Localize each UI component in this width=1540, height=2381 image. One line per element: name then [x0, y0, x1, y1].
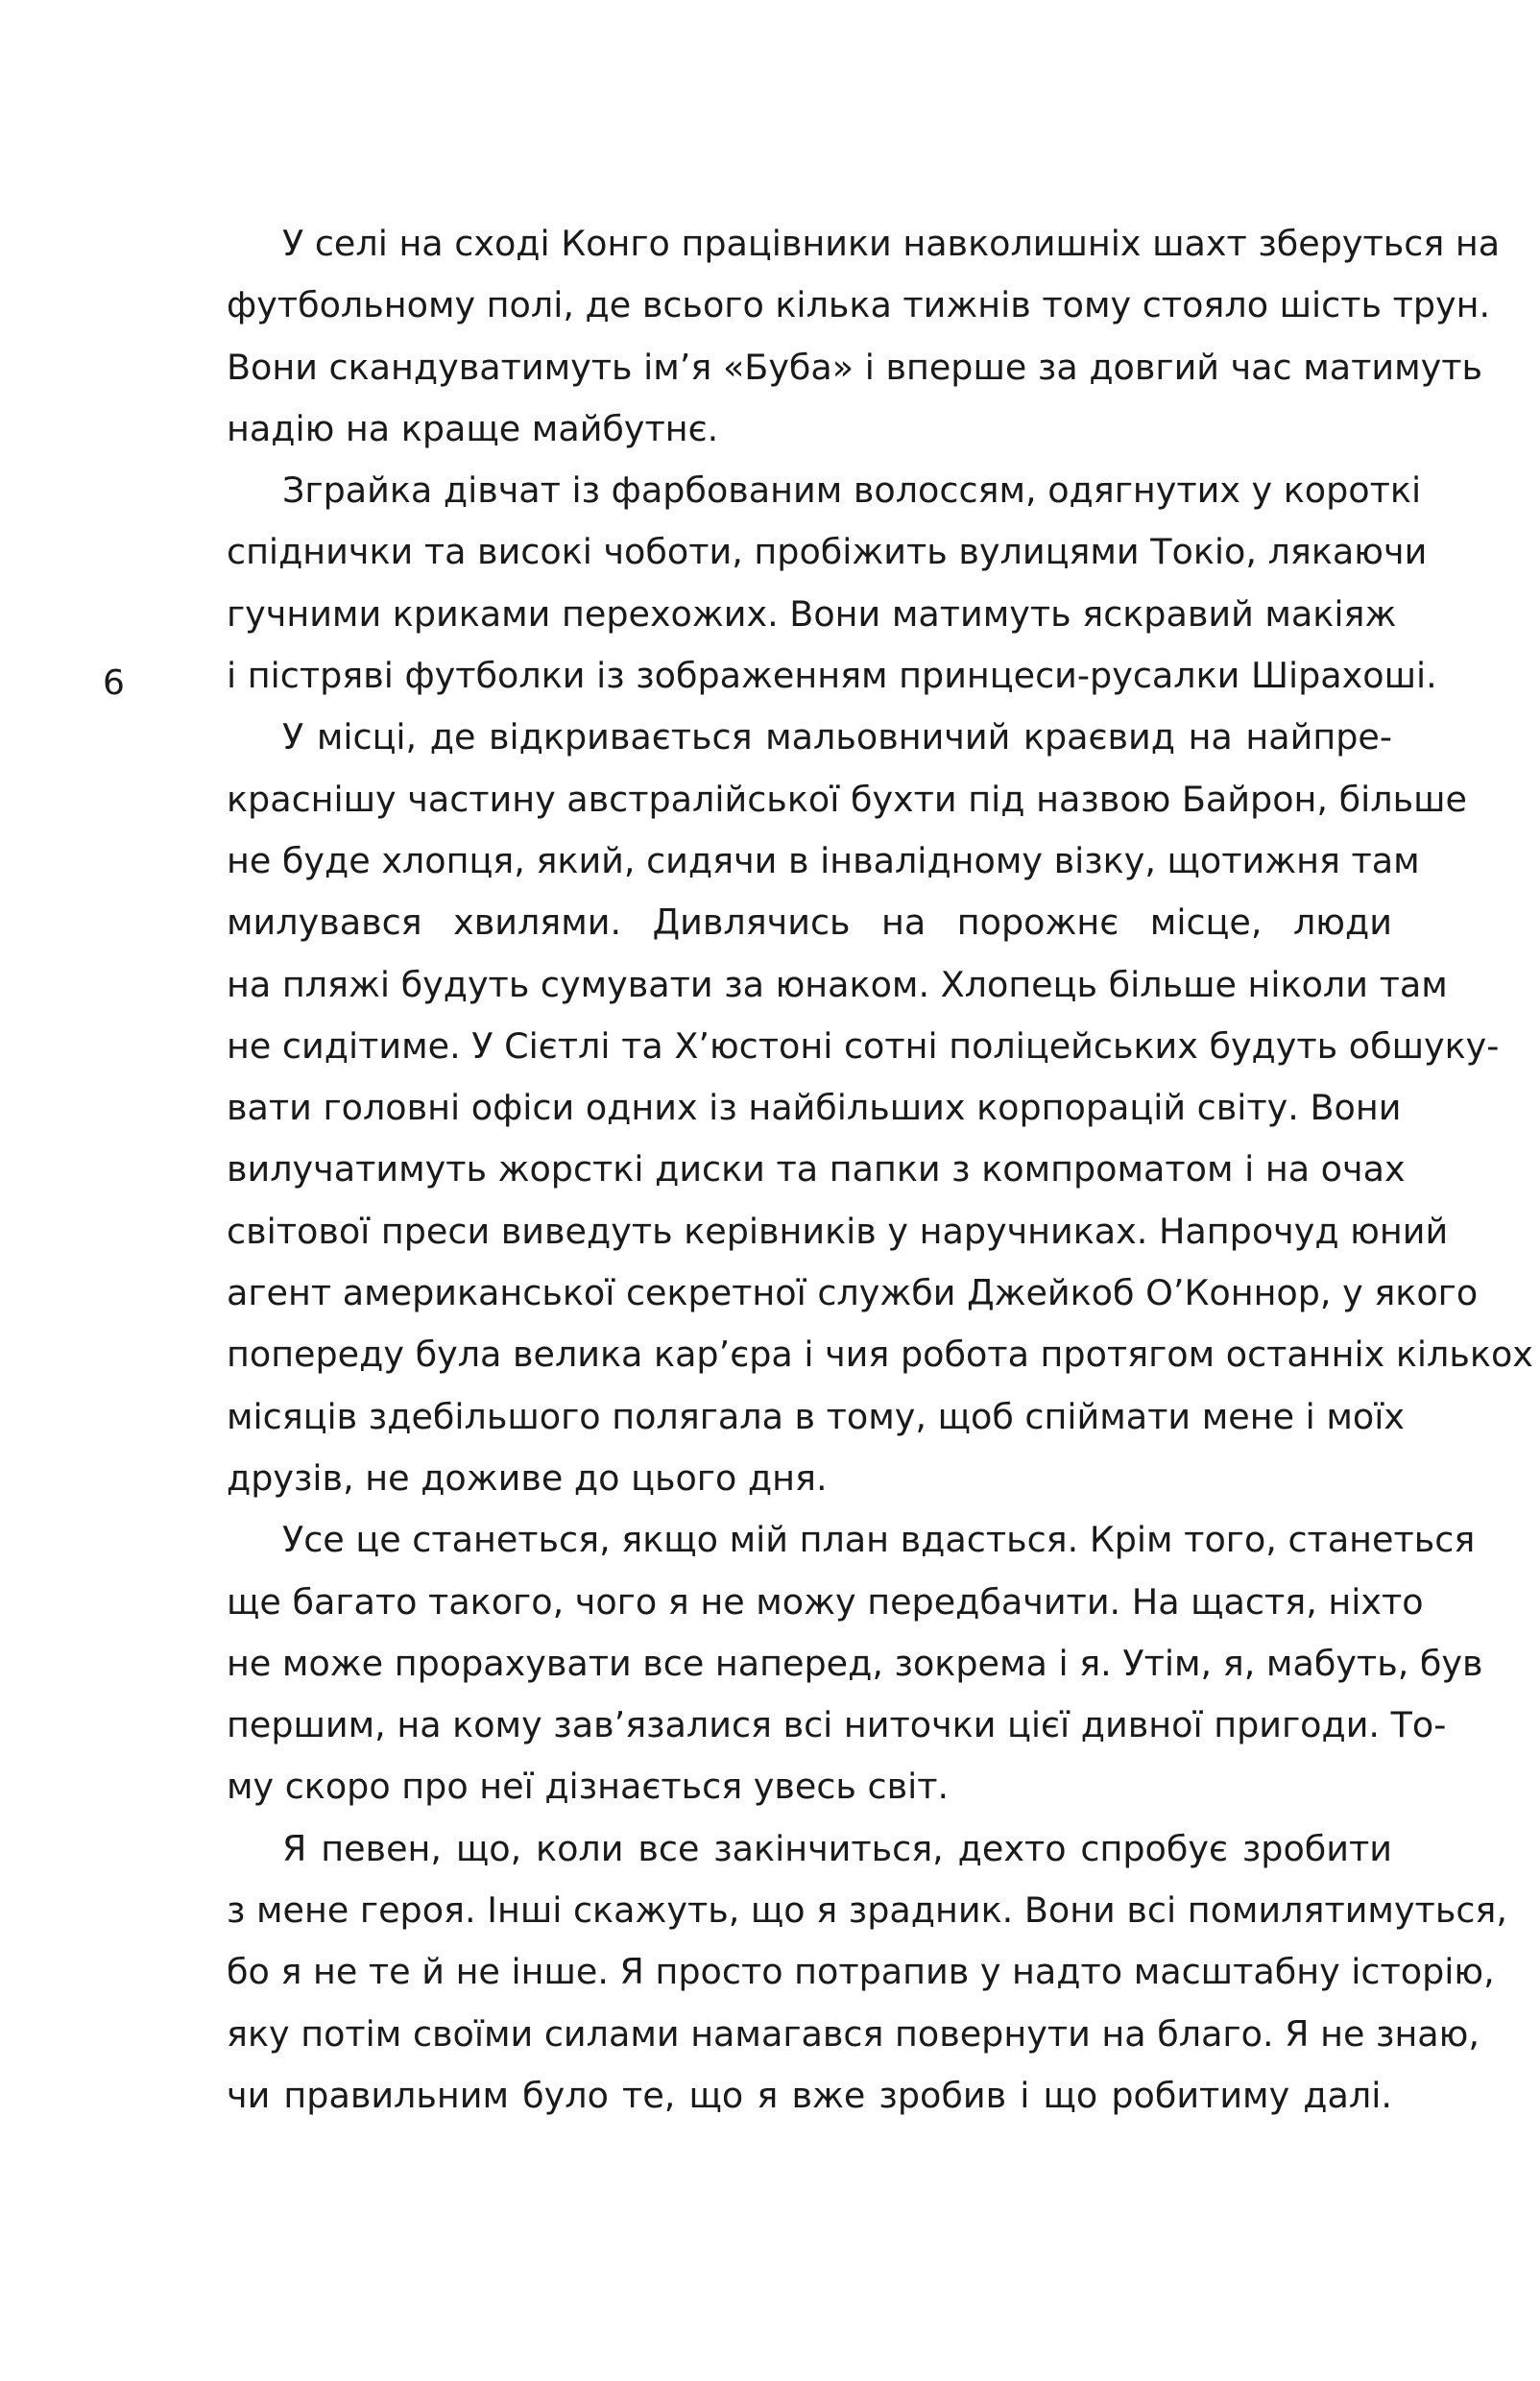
text-line: світової преси виведуть керівників у наручниках. Напрочуд юний	[227, 1210, 1449, 1252]
text-line: спіднички та високі чоботи, пробіжить вулицями Токіо, лякаючи	[227, 531, 1428, 573]
text-line: ще багато такого, чого я не можу передбачити. На щастя, ніхто	[227, 1580, 1424, 1623]
body-text	[227, 213, 1533, 2127]
text-line: краснішу частину австралійської бухти під назвою Байрон, більше	[227, 778, 1467, 820]
page-number: 6	[103, 663, 125, 703]
text-line: футбольному полі, де всього кілька тижнів тому стояло шість трун.	[227, 284, 1491, 326]
text-line: чи правильним було те, що я вже зробив і що робитиму далі.	[227, 2074, 1392, 2116]
text-line: вилучатимуть жорсткі диски та папки з компроматом і на очах	[227, 1148, 1406, 1190]
text-line: бо я не те й не інше. Я просто потрапив у надто масштабну історію,	[227, 1951, 1495, 1993]
paragraph	[227, 460, 1437, 707]
text-line: не буде хлопця, який, сидячи в інвалідному візку, щотижня там	[227, 839, 1420, 881]
text-line: агент американської секретної служби Джейкоб О’Коннор, у якого	[227, 1272, 1479, 1314]
text-line: попереду була велика кар’єра і чия робота протягом останніх кількох	[227, 1334, 1533, 1376]
text-line: Вони скандуватимуть ім’я «Буба» і вперше за довгий час матимуть	[227, 346, 1483, 388]
text-line: Я певен, що, коли все закінчиться, дехто спробує зробити	[282, 1827, 1392, 1869]
paragraph	[227, 213, 1501, 460]
paragraph	[227, 1509, 1483, 1817]
text-line: милувався хвилями. Дивлячись на порожнє місце, люди	[227, 902, 1392, 944]
text-line: гучними криками перехожих. Вони матимуть яскравий макіяж	[227, 592, 1397, 635]
text-line: вати головні офіси одних із найбільших корпорацій світу. Вони	[227, 1087, 1402, 1129]
text-line: У місці, де відкривається мальовничий краєвид на найпре-	[282, 716, 1392, 758]
text-line: Усе це станеться, якщо мій план вдасться. Крім того, станеться	[282, 1519, 1476, 1561]
paragraph	[227, 1818, 1507, 2127]
text-line: друзів, не доживе до цього дня.	[227, 1456, 828, 1499]
text-line: не сидітиме. У Сієтлі та Х’юстоні сотні поліцейських будуть обшуку-	[227, 1024, 1500, 1067]
text-line: яку потім своїми силами намагався повернути на благо. Я не знаю,	[227, 2012, 1480, 2055]
text-line: надію на краще майбутнє.	[227, 407, 719, 449]
text-line: на пляжі будуть сумувати за юнаком. Хлопець більше ніколи там	[227, 963, 1448, 1005]
text-line: му скоро про неї дізнається увесь світ.	[227, 1766, 950, 1808]
text-line: не може прорахувати все наперед, зокрема і я. Утім, я, мабуть, був	[227, 1642, 1483, 1684]
text-line: Зграйка дівчат із фарбованим волоссям, одягнутих у короткі	[282, 469, 1422, 512]
text-line: з мене героя. Інші скажуть, що я зрадник. Вони всі помилятимуться,	[227, 1889, 1507, 1932]
text-line: і пістряві футболки із зображенням принцеси-русалки Шірахоші.	[227, 655, 1437, 697]
text-line: місяців здебільшого полягала в тому, щоб спіймати мене і моїх	[227, 1395, 1405, 1437]
text-line: першим, на кому зав’язалися всі ниточки цієї дивної пригоди. То-	[227, 1704, 1447, 1746]
text-line: У селі на сході Конго працівники навколишніх шахт зберуться на	[282, 223, 1501, 264]
paragraph	[227, 707, 1533, 1509]
